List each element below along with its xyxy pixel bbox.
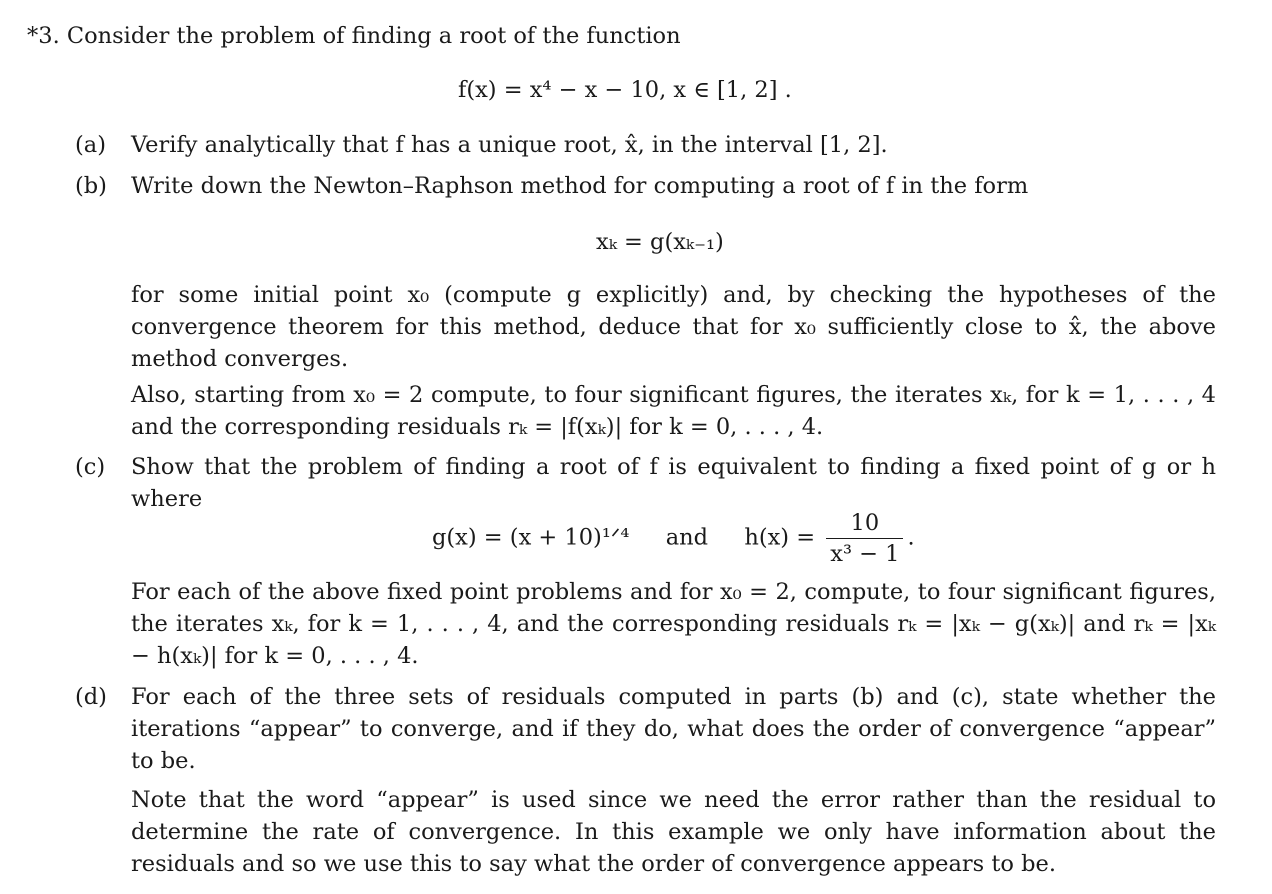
part-c-text2: For each of the above fixed point problems and for x₀ = 2, compute, to four significant figures, the iterates xₖ, for k = 1, . . . , 4, and the corresponding residuals rₖ = |xₖ − g(xₖ)| and rₖ = |xₖ − h(xₖ)| for k = 0, . . . , 4. [131, 579, 1216, 669]
part-d-text2: Note that the word “appear” is used since we need the error rather than the residual to determine the rate of convergence. In this example we only have information about the residuals and so we use this to say what the order of convergence appears to be. [131, 787, 1216, 877]
iteration-equation: xₖ = g(xₖ₋₁) [596, 229, 724, 255]
h-denominator: x³ − 1 [830, 541, 900, 567]
part-d-text1: For each of the three sets of residuals computed in parts (b) and (c), state whether the iterations “appear” to converge, and if they do, what does the order of convergence “appear” to be. [131, 684, 1216, 774]
h-definition-lhs: h(x) = [744, 524, 816, 551]
part-b-label: (b) [75, 173, 107, 199]
part-d-label: (d) [75, 684, 107, 710]
part-c-text1: Show that the problem of finding a root of f is equivalent to finding a fixed point of g or h where [131, 454, 1216, 512]
part-b-text3: Also, starting from x₀ = 2 compute, to four significant figures, the iterates xₖ, for k = 1, . . . , 4 and the corresponding residuals rₖ = |f(xₖ)| for k = 0, . . . , 4. [131, 382, 1216, 440]
problem-heading [27, 20, 681, 52]
part-b-text2: for some initial point x₀ (compute g explicitly) and, by checking the hypotheses of the convergence theorem for this method, deduce that for x₀ sufficiently close to x̂, the above method converges. [131, 282, 1216, 372]
part-b-text1: Write down the Newton–Raphson method for computing a root of f in the form [131, 173, 1029, 199]
g-definition: g(x) = (x + 10)¹ᐟ⁴ [432, 524, 630, 551]
part-a-label: (a) [75, 132, 106, 158]
h-fraction [826, 508, 903, 569]
h-period: . [907, 524, 915, 551]
fixed-point-equations [432, 508, 915, 569]
h-numerator: 10 [826, 508, 903, 539]
equation-f: f(x) = x⁴ − x − 10, x ∈ [1, 2] . [458, 77, 792, 103]
part-c-label: (c) [75, 454, 106, 480]
part-a-text: Verify analytically that f has a unique root, x̂, in the interval [1, 2]. [131, 132, 888, 158]
and-word: and [665, 524, 709, 551]
problem-intro: Consider the problem of finding a root of the function [66, 23, 681, 49]
problem-number: *3. [27, 23, 60, 49]
